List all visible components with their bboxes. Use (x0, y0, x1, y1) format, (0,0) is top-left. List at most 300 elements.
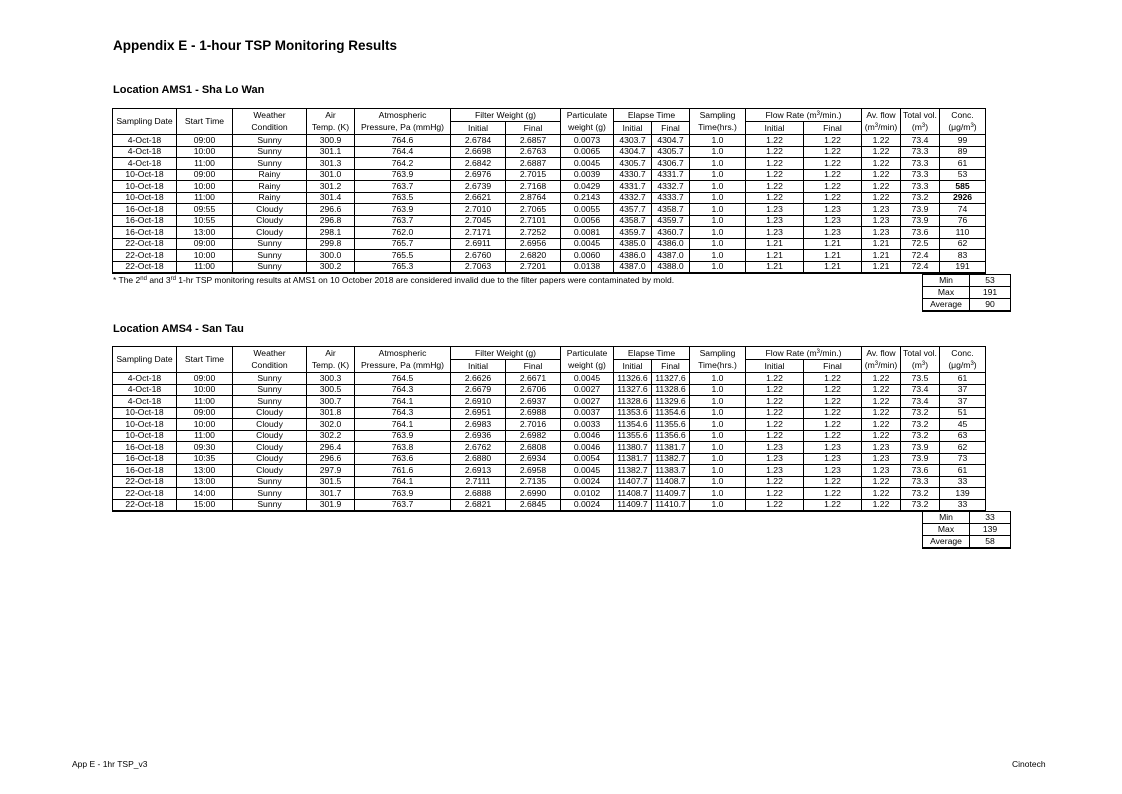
table-row (113, 181, 986, 193)
table-cell: Sunny (233, 238, 307, 250)
table-cell: 11383.7 (652, 465, 690, 477)
table-cell: 33 (940, 476, 986, 488)
table-cell: Cloudy (233, 204, 307, 216)
header-weight: weight (g) (561, 122, 614, 135)
table-cell: 1.23 (804, 215, 862, 227)
table-cell: 0.0055 (561, 204, 614, 216)
table-cell: 1.21 (746, 250, 804, 262)
table-cell: 1.21 (862, 250, 901, 262)
table-cell: 0.0081 (561, 227, 614, 239)
table-cell: 4303.7 (614, 135, 652, 147)
table-cell: Sunny (233, 476, 307, 488)
table-cell: 2.6937 (506, 396, 561, 408)
table-cell: 72.5 (901, 238, 940, 250)
table-cell: 300.2 (307, 261, 355, 273)
table-cell: 74 (940, 204, 986, 216)
table-cell: 1.23 (804, 442, 862, 454)
table-cell: 11328.6 (614, 396, 652, 408)
table-cell: 1.0 (690, 476, 746, 488)
header-filter-initial: Initial (451, 360, 506, 373)
table-cell: 765.7 (355, 238, 451, 250)
table-cell: 301.5 (307, 476, 355, 488)
table-cell: 2.7171 (451, 227, 506, 239)
table-cell: 22-Oct-18 (113, 488, 177, 500)
table-cell: Sunny (233, 135, 307, 147)
table-cell: 1.0 (690, 135, 746, 147)
table-cell: 1.0 (690, 407, 746, 419)
header-air: Air (307, 109, 355, 122)
table-cell: 73.9 (901, 204, 940, 216)
table-cell: 73.2 (901, 419, 940, 431)
table-cell: 1.22 (862, 146, 901, 158)
table-cell: 0.0138 (561, 261, 614, 273)
table-row (113, 373, 986, 385)
table-cell: 11:00 (177, 430, 233, 442)
table-cell: 2.7010 (451, 204, 506, 216)
table-cell: 09:00 (177, 135, 233, 147)
table-row (113, 192, 986, 204)
header-filter-final: Final (506, 122, 561, 135)
header-total-vol: Total vol. (901, 347, 940, 360)
table-cell: 1.0 (690, 261, 746, 273)
table-cell: 73.9 (901, 215, 940, 227)
table-cell: 73.2 (901, 192, 940, 204)
table-cell: 11327.6 (652, 373, 690, 385)
table-cell: 764.6 (355, 135, 451, 147)
table-cell: 1.22 (862, 373, 901, 385)
table-cell: 11380.7 (614, 442, 652, 454)
table-cell: 4304.7 (614, 146, 652, 158)
table-cell: 1.22 (804, 158, 862, 170)
table-cell: 13:00 (177, 465, 233, 477)
table-cell: 1.22 (862, 396, 901, 408)
table-cell: 11329.6 (652, 396, 690, 408)
table-row (113, 158, 986, 170)
table-cell: 4-Oct-18 (113, 146, 177, 158)
table-cell: 0.0045 (561, 238, 614, 250)
table-cell: 13:00 (177, 227, 233, 239)
header-elapse-time: Elapse Time (614, 109, 690, 122)
header-flow-initial: Initial (746, 122, 804, 135)
table-cell: 763.7 (355, 499, 451, 511)
table-cell: 1.22 (746, 430, 804, 442)
table-cell: Cloudy (233, 407, 307, 419)
table-cell: 2.6990 (506, 488, 561, 500)
header-flow-initial: Initial (746, 360, 804, 373)
table-cell: 763.9 (355, 204, 451, 216)
table-cell: 11382.7 (652, 453, 690, 465)
table-cell: Sunny (233, 158, 307, 170)
ams4-table (112, 346, 986, 512)
table-cell: 764.4 (355, 146, 451, 158)
table-cell: 764.1 (355, 396, 451, 408)
table-cell: 2.6739 (451, 181, 506, 193)
table-cell: 2.6958 (506, 465, 561, 477)
table-cell: 763.7 (355, 181, 451, 193)
table-cell: Sunny (233, 261, 307, 273)
table-cell: 110 (940, 227, 986, 239)
table-cell: 2.6976 (451, 169, 506, 181)
table-cell: 72.4 (901, 261, 940, 273)
table-cell: 1.22 (746, 135, 804, 147)
table-row (113, 250, 986, 262)
table-cell: 1.23 (804, 465, 862, 477)
table-cell: 73.9 (901, 442, 940, 454)
table-cell: 300.3 (307, 373, 355, 385)
table-cell: 11:00 (177, 261, 233, 273)
header-filter-final: Final (506, 360, 561, 373)
table-cell: 1.0 (690, 419, 746, 431)
table-cell: 4359.7 (652, 215, 690, 227)
table-cell: 2.6934 (506, 453, 561, 465)
table-cell: 1.23 (862, 204, 901, 216)
table-row (113, 238, 986, 250)
table-cell: 09:00 (177, 407, 233, 419)
table-cell: 1.0 (690, 453, 746, 465)
table-cell: 0.0024 (561, 499, 614, 511)
header-condition: Condition (233, 122, 307, 135)
header-start-time: Start Time (177, 347, 233, 373)
table-cell: 2.6820 (506, 250, 561, 262)
table-cell: 2.6821 (451, 499, 506, 511)
table-cell: 11:00 (177, 158, 233, 170)
table-cell: 1.22 (746, 373, 804, 385)
table-cell: 0.0429 (561, 181, 614, 193)
table-cell: 2.7015 (506, 169, 561, 181)
table-cell: 73.3 (901, 476, 940, 488)
table-cell: 1.22 (862, 384, 901, 396)
table-cell: 1.0 (690, 373, 746, 385)
table-cell: 10:00 (177, 146, 233, 158)
table-cell: 4387.0 (614, 261, 652, 273)
table-cell: 298.1 (307, 227, 355, 239)
table-cell: 763.9 (355, 169, 451, 181)
table-cell: 2.6808 (506, 442, 561, 454)
table-cell: 73.4 (901, 384, 940, 396)
header-av-flow-unit: $(m^3/\min)$ (862, 360, 901, 373)
table-cell: 2.6698 (451, 146, 506, 158)
header-start-time: Start Time (177, 109, 233, 135)
table-cell: 1.22 (862, 135, 901, 147)
table-cell: 1.22 (804, 373, 862, 385)
table-row (113, 146, 986, 158)
table-cell: 2.8764 (506, 192, 561, 204)
table-cell: 11408.7 (614, 488, 652, 500)
header-sampling: Sampling (690, 109, 746, 122)
table-cell: 1.21 (862, 261, 901, 273)
table-cell: 4387.0 (652, 250, 690, 262)
table-cell: 10-Oct-18 (113, 192, 177, 204)
table-cell: 1.22 (862, 181, 901, 193)
header-flow-final: Final (804, 360, 862, 373)
table-cell: 11328.6 (652, 384, 690, 396)
header-temp: Temp. (K) (307, 360, 355, 373)
table-cell: 13:00 (177, 476, 233, 488)
ams4-stats (922, 511, 1011, 549)
table-cell: 2.7111 (451, 476, 506, 488)
table-row (113, 499, 986, 511)
min-label: Min (923, 275, 970, 287)
header-av-flow: Av. flow (862, 109, 901, 122)
table-cell: 297.9 (307, 465, 355, 477)
table-cell: 1.22 (746, 499, 804, 511)
table-cell: 11353.6 (614, 407, 652, 419)
table-cell: 1.22 (804, 476, 862, 488)
table-cell: 1.0 (690, 215, 746, 227)
header-elapse-final: Final (652, 122, 690, 135)
table-cell: 762.0 (355, 227, 451, 239)
max-value: 191 (970, 287, 1011, 299)
table-row (113, 384, 986, 396)
table-cell: Sunny (233, 373, 307, 385)
table-cell: 76 (940, 215, 986, 227)
table-cell: 1.0 (690, 442, 746, 454)
table-cell: 302.0 (307, 419, 355, 431)
table-cell: 2.6951 (451, 407, 506, 419)
header-particulate: Particulate (561, 347, 614, 360)
table-cell: 1.22 (862, 430, 901, 442)
table-cell: 764.5 (355, 373, 451, 385)
table-cell: 2.7016 (506, 419, 561, 431)
table-cell: 4333.7 (652, 192, 690, 204)
table-cell: 1.0 (690, 384, 746, 396)
table-cell: 1.22 (862, 407, 901, 419)
table-cell: 4388.0 (652, 261, 690, 273)
min-value: 33 (970, 512, 1011, 524)
table-cell: Cloudy (233, 453, 307, 465)
table-cell: 11407.7 (614, 476, 652, 488)
ams4-heading: Location AMS4 - San Tau (113, 323, 244, 335)
table-cell: 301.8 (307, 407, 355, 419)
table-cell: 83 (940, 250, 986, 262)
table-cell: 1.0 (690, 204, 746, 216)
header-total-vol: Total vol. (901, 109, 940, 122)
table-cell: 765.5 (355, 250, 451, 262)
table-cell: 73.2 (901, 407, 940, 419)
table-cell: 2.7201 (506, 261, 561, 273)
table-cell: 72.4 (901, 250, 940, 262)
table-cell: 10-Oct-18 (113, 419, 177, 431)
header-sampling-date: Sampling Date (113, 347, 177, 373)
table-cell: 1.22 (746, 158, 804, 170)
header-sampling-date: Sampling Date (113, 109, 177, 135)
table-cell: 1.23 (746, 215, 804, 227)
table-cell: 301.4 (307, 192, 355, 204)
table-cell: 1.23 (804, 227, 862, 239)
table-cell: 1.22 (862, 499, 901, 511)
table-cell: 10:00 (177, 419, 233, 431)
table-cell: Cloudy (233, 215, 307, 227)
header-total-vol-unit: $(m^3)$ (901, 360, 940, 373)
table-cell: 1.21 (804, 238, 862, 250)
table-cell: 764.3 (355, 407, 451, 419)
table-cell: 11381.7 (652, 442, 690, 454)
table-cell: 2.6784 (451, 135, 506, 147)
table-cell: 73 (940, 453, 986, 465)
table-cell: 300.9 (307, 135, 355, 147)
table-cell: 37 (940, 384, 986, 396)
table-cell: 73.4 (901, 396, 940, 408)
table-cell: 4360.7 (652, 227, 690, 239)
table-cell: 1.22 (804, 419, 862, 431)
table-cell: 764.2 (355, 158, 451, 170)
table-cell: 4305.7 (614, 158, 652, 170)
header-conc-unit: $(\mu g/m^3)$ (940, 122, 986, 135)
table-cell: 1.21 (804, 261, 862, 273)
header-time-hrs: Time(hrs.) (690, 360, 746, 373)
table-row (113, 419, 986, 431)
table-cell: Sunny (233, 384, 307, 396)
table-cell: 1.22 (804, 430, 862, 442)
table-cell: 22-Oct-18 (113, 250, 177, 262)
table-cell: 09:30 (177, 442, 233, 454)
header-conc: Conc. (940, 347, 986, 360)
table-cell: 61 (940, 373, 986, 385)
table-cell: 0.0045 (561, 158, 614, 170)
table-cell: 1.23 (862, 453, 901, 465)
table-cell: 11409.7 (614, 499, 652, 511)
table-cell: 11354.6 (614, 419, 652, 431)
header-elapse-initial: Initial (614, 122, 652, 135)
table-cell: 4-Oct-18 (113, 158, 177, 170)
table-row (113, 396, 986, 408)
table-cell: Cloudy (233, 465, 307, 477)
table-cell: 09:00 (177, 238, 233, 250)
table-cell: 2.6910 (451, 396, 506, 408)
table-cell: 14:00 (177, 488, 233, 500)
ams1-note: * The 2nd and 3rd 1-hr TSP monitoring results at AMS1 on 10 October 2018 are considered invalid due to the filter papers were contaminated by mold. (113, 275, 675, 285)
table-cell: 11326.6 (614, 373, 652, 385)
table-cell: 301.2 (307, 181, 355, 193)
table-cell: 2.6842 (451, 158, 506, 170)
table-cell: 61 (940, 158, 986, 170)
table-cell: 11:00 (177, 396, 233, 408)
table-cell: 302.2 (307, 430, 355, 442)
table-cell: Sunny (233, 499, 307, 511)
header-flow-final: Final (804, 122, 862, 135)
page-title: Appendix E - 1-hour TSP Monitoring Results (113, 38, 398, 53)
table-cell: Sunny (233, 396, 307, 408)
table-cell: 0.0073 (561, 135, 614, 147)
table-cell: 2.6857 (506, 135, 561, 147)
table-cell: 0.0027 (561, 396, 614, 408)
table-cell: 1.22 (862, 158, 901, 170)
table-cell: 1.23 (862, 215, 901, 227)
table-cell: 1.22 (862, 476, 901, 488)
table-cell: 2.6845 (506, 499, 561, 511)
table-cell: 585 (940, 181, 986, 193)
table-cell: 1.22 (862, 169, 901, 181)
table-cell: 1.23 (746, 204, 804, 216)
table-cell: 1.22 (746, 169, 804, 181)
table-cell: 2.6982 (506, 430, 561, 442)
table-cell: 4304.7 (652, 135, 690, 147)
table-cell: 1.22 (804, 488, 862, 500)
table-cell: 2.6626 (451, 373, 506, 385)
table-cell: 0.0046 (561, 442, 614, 454)
table-cell: 2.6706 (506, 384, 561, 396)
table-cell: 2.7063 (451, 261, 506, 273)
table-cell: 16-Oct-18 (113, 453, 177, 465)
table-cell: 1.22 (746, 384, 804, 396)
table-cell: 2.6679 (451, 384, 506, 396)
table-row (113, 215, 986, 227)
table-cell: 1.23 (746, 453, 804, 465)
table-row (113, 407, 986, 419)
table-cell: 10:00 (177, 384, 233, 396)
table-cell: 1.0 (690, 146, 746, 158)
table-cell: 10:00 (177, 250, 233, 262)
table-cell: 2.7065 (506, 204, 561, 216)
table-cell: 16-Oct-18 (113, 442, 177, 454)
table-cell: 1.23 (746, 465, 804, 477)
table-cell: 0.0027 (561, 384, 614, 396)
table-cell: 763.5 (355, 192, 451, 204)
table-cell: 4-Oct-18 (113, 135, 177, 147)
table-cell: 2.6936 (451, 430, 506, 442)
table-row (113, 453, 986, 465)
table-cell: 2926 (940, 192, 986, 204)
table-cell: Rainy (233, 192, 307, 204)
table-cell: 10:35 (177, 453, 233, 465)
table-cell: 10:55 (177, 215, 233, 227)
table-cell: 1.21 (804, 250, 862, 262)
table-cell: 1.0 (690, 192, 746, 204)
header-av-flow: Av. flow (862, 347, 901, 360)
table-cell: 0.0065 (561, 146, 614, 158)
table-cell: 1.22 (804, 396, 862, 408)
header-temp: Temp. (K) (307, 122, 355, 135)
table-cell: 4331.7 (614, 181, 652, 193)
table-cell: 765.3 (355, 261, 451, 273)
header-pressure: Pressure, Pa (mmHg) (355, 122, 451, 135)
table-cell: 73.3 (901, 181, 940, 193)
table-cell: 09:55 (177, 204, 233, 216)
table-cell: 16-Oct-18 (113, 204, 177, 216)
table-cell: 16-Oct-18 (113, 215, 177, 227)
table-cell: 73.2 (901, 499, 940, 511)
header-elapse-final: Final (652, 360, 690, 373)
table-cell: 1.0 (690, 430, 746, 442)
table-row (113, 227, 986, 239)
header-pressure: Pressure, Pa (mmHg) (355, 360, 451, 373)
table-cell: 0.0060 (561, 250, 614, 262)
table-cell: 1.0 (690, 499, 746, 511)
table-cell: 4330.7 (614, 169, 652, 181)
table-cell: 11355.6 (614, 430, 652, 442)
header-av-flow-unit: $(m^3/\min)$ (862, 122, 901, 135)
table-cell: 0.0102 (561, 488, 614, 500)
table-cell: 2.6988 (506, 407, 561, 419)
table-cell: 2.6913 (451, 465, 506, 477)
table-cell: 10-Oct-18 (113, 407, 177, 419)
table-cell: 4332.7 (652, 181, 690, 193)
table-cell: 61 (940, 465, 986, 477)
table-cell: 0.0033 (561, 419, 614, 431)
table-cell: 300.0 (307, 250, 355, 262)
table-cell: 1.22 (804, 384, 862, 396)
table-cell: 73.3 (901, 158, 940, 170)
table-cell: 2.6956 (506, 238, 561, 250)
table-cell: 4357.7 (614, 204, 652, 216)
header-sampling: Sampling (690, 347, 746, 360)
table-cell: 73.3 (901, 146, 940, 158)
table-cell: 73.2 (901, 488, 940, 500)
table-cell: 10-Oct-18 (113, 181, 177, 193)
table-row (113, 430, 986, 442)
table-cell: 1.23 (746, 227, 804, 239)
table-cell: Rainy (233, 169, 307, 181)
